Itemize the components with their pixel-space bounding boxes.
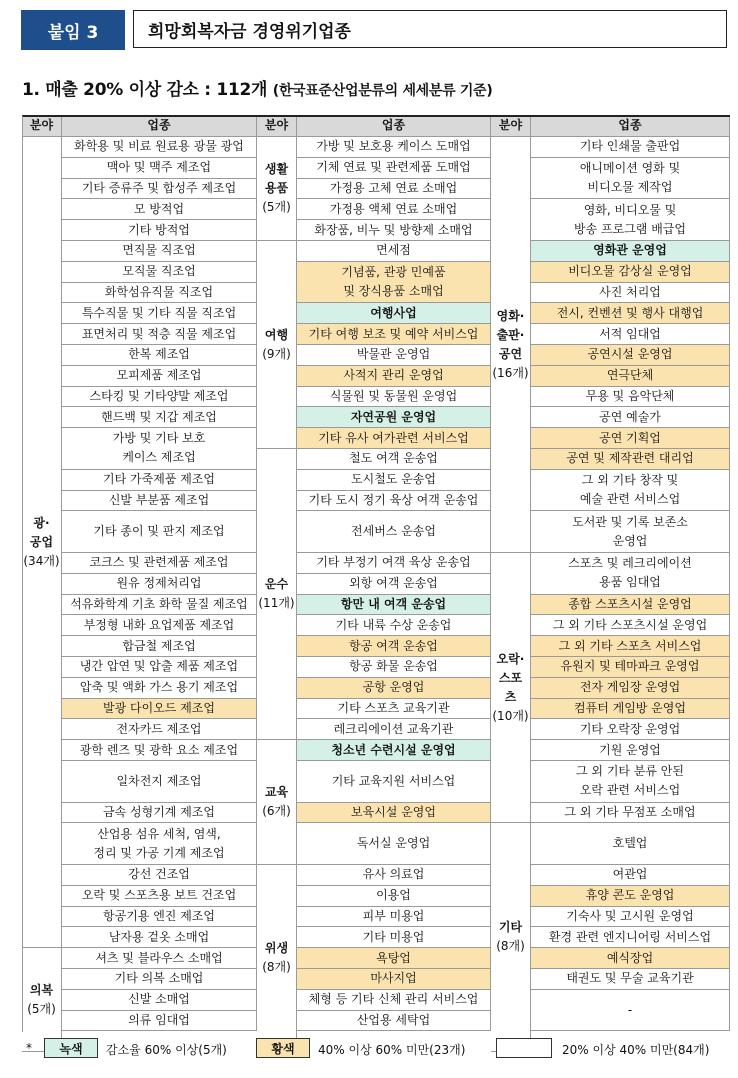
industry-cell: 기타 내륙 수상 운송업 <box>297 615 491 636</box>
industry-cell: 항공 화물 운송업 <box>297 657 491 678</box>
industry-cell: 압축 및 액화 가스 용기 제조업 <box>62 678 257 699</box>
industry-cell: 가방 및 기타 보호 케이스 제조업 <box>62 428 257 470</box>
category-cell: 광· 공업 (34개) <box>22 137 62 948</box>
industry-cell: 전시, 컨벤션 및 행사 대행업 <box>531 303 730 324</box>
category-cell: 영화· 출판· 공연 (16개) <box>491 137 531 553</box>
industry-cell: 기타 방적업 <box>62 220 257 241</box>
industry-cell: 비디오물 감상실 운영업 <box>531 262 730 283</box>
industry-cell: 그 외 기타 스포츠 서비스업 <box>531 636 730 657</box>
category-cell: 교육 (6개) <box>257 740 297 865</box>
industry-cell: 모피제품 제조업 <box>62 366 257 387</box>
category-cell: 오락· 스포 츠 (10개) <box>491 553 531 823</box>
industry-cell: 기념품, 관광 민예품 및 장식용품 소매업 <box>297 262 491 304</box>
industry-cell: 영화관 운영업 <box>531 241 730 262</box>
industry-cell: 서적 임대업 <box>531 324 730 345</box>
industry-cell: 스타킹 및 기타양말 제조업 <box>62 387 257 408</box>
industry-cell: 부정형 내화 요업제품 제조업 <box>62 615 257 636</box>
industry-cell: 기타 스포츠 교육기관 <box>297 699 491 720</box>
industry-cell: 독서실 운영업 <box>297 823 491 865</box>
industry-cell: 가정용 고체 연료 소매업 <box>297 179 491 200</box>
industry-cell: 강선 건조업 <box>62 865 257 886</box>
industry-cell: 사진 처리업 <box>531 283 730 304</box>
industry-cell: 산업용 섬유 세척, 염색, 정리 및 가공 기계 제조업 <box>62 823 257 865</box>
category-cell: 운수 (11개) <box>257 449 297 740</box>
industry-cell: 맥아 및 맥주 제조업 <box>62 158 257 179</box>
industry-cell: 전자 게임장 운영업 <box>531 678 730 699</box>
industry-cell: 화학섬유직물 직조업 <box>62 283 257 304</box>
industry-cell: 스포츠 및 레크리에이션 용품 임대업 <box>531 553 730 595</box>
industry-cell: 욕탕업 <box>297 948 491 969</box>
legend-white-text: 20% 이상 40% 미만(84개) <box>562 1043 710 1057</box>
industry-cell: 금속 성형기계 제조업 <box>62 803 257 824</box>
industry-cell: 셔츠 및 블라우스 소매업 <box>62 948 257 969</box>
industry-cell: 화장품, 비누 및 방향제 소매업 <box>297 220 491 241</box>
legend-green-swatch: 녹색 <box>44 1038 98 1058</box>
industry-cell: 기숙사 및 고시원 운영업 <box>531 907 730 928</box>
industry-cell: 모 방적업 <box>62 199 257 220</box>
industry-cell: 면직물 직조업 <box>62 241 257 262</box>
industry-cell: 핸드백 및 지갑 제조업 <box>62 407 257 428</box>
header-industry: 업종 <box>62 115 257 137</box>
industry-cell: 광학 렌즈 및 광학 요소 제조업 <box>62 740 257 761</box>
industry-cell: 석유화학계 기초 화학 물질 제조업 <box>62 595 257 616</box>
industry-cell: 연극단체 <box>531 366 730 387</box>
industry-cell: 모직물 직조업 <box>62 262 257 283</box>
section-heading: 1. 매출 20% 이상 감소 : 112개 <box>22 80 268 100</box>
industry-cell: 마사지업 <box>297 969 491 990</box>
header-industry: 업종 <box>531 115 730 137</box>
industry-cell: 여관업 <box>531 865 730 886</box>
industry-cell: 그 외 기타 창작 및 예술 관련 서비스업 <box>531 470 730 512</box>
industry-cell: 발광 다이오드 제조업 <box>62 699 257 720</box>
industry-cell: 공항 운영업 <box>297 678 491 699</box>
industry-cell: 냉간 압연 및 압출 제품 제조업 <box>62 657 257 678</box>
industry-cell: 기타 부정기 여객 육상 운송업 <box>297 553 491 574</box>
section-title <box>22 75 492 100</box>
industry-cell: 전자카드 제조업 <box>62 719 257 740</box>
industry-cell: 공연 예술가 <box>531 407 730 428</box>
category-cell: 생활 용품 (5개) <box>257 137 297 241</box>
industry-cell: 오락 및 스포츠용 보트 건조업 <box>62 886 257 907</box>
industry-cell: 기체 연료 및 관련제품 도매업 <box>297 158 491 179</box>
industry-cell: 청소년 수련시설 운영업 <box>297 740 491 761</box>
industry-cell: 공연시설 운영업 <box>531 345 730 366</box>
industry-cell: 기타 인쇄물 출판업 <box>531 137 730 158</box>
legend-yellow-text: 40% 이상 60% 미만(23개) <box>318 1043 466 1057</box>
industry-cell: 일차전지 제조업 <box>62 761 257 803</box>
industry-cell: 남자용 겉옷 소매업 <box>62 927 257 948</box>
industry-cell: 태권도 및 무술 교육기관 <box>531 969 730 990</box>
industry-cell: 한복 제조업 <box>62 345 257 366</box>
industry-cell: 무용 및 음악단체 <box>531 387 730 408</box>
industry-cell: 그 외 기타 무점포 소매업 <box>531 803 730 824</box>
industry-cell: 예식장업 <box>531 948 730 969</box>
industry-cell: 공연 기획업 <box>531 428 730 449</box>
industry-cell: 특수직물 및 기타 직물 직조업 <box>62 303 257 324</box>
industry-cell: 그 외 기타 분류 안된 오락 관련 서비스업 <box>531 761 730 803</box>
industry-cell: 가정용 액체 연료 소매업 <box>297 199 491 220</box>
industry-cell: 화학용 및 비료 원료용 광물 광업 <box>62 137 257 158</box>
industry-cell: 이용업 <box>297 886 491 907</box>
category-cell: 의복 (5개) <box>22 948 62 1052</box>
industry-cell: 원유 정제처리업 <box>62 574 257 595</box>
industry-cell: 의류 임대업 <box>62 1011 257 1032</box>
legend-white-swatch <box>496 1038 552 1058</box>
industry-cell: 박물관 운영업 <box>297 345 491 366</box>
industry-cell: 기타 미용업 <box>297 927 491 948</box>
industry-cell: 여행사업 <box>297 303 491 324</box>
page-header <box>21 10 727 50</box>
industry-cell: 합금철 제조업 <box>62 636 257 657</box>
industry-cell: 표면처리 및 적층 직물 제조업 <box>62 324 257 345</box>
legend-star: * <box>26 1041 32 1055</box>
industry-cell: 그 외 기타 스포츠시설 운영업 <box>531 615 730 636</box>
industry-cell: 기원 운영업 <box>531 740 730 761</box>
industry-cell: 항공기용 엔진 제조업 <box>62 907 257 928</box>
industry-cell: 사적지 관리 운영업 <box>297 366 491 387</box>
attachment-badge: 붙임 3 <box>21 10 125 50</box>
industry-cell: 도서관 및 기록 보존소 운영업 <box>531 511 730 553</box>
industry-cell: 기타 도시 정기 육상 여객 운송업 <box>297 491 491 512</box>
industry-cell: 기타 의복 소매업 <box>62 969 257 990</box>
industry-cell: 자연공원 운영업 <box>297 407 491 428</box>
industry-cell: 신발 부분품 제조업 <box>62 491 257 512</box>
section-note: (한국표준산업분류의 세세분류 기준) <box>272 83 493 99</box>
industry-cell: 기타 가죽제품 제조업 <box>62 470 257 491</box>
industry-cell: 컴퓨터 게임방 운영업 <box>531 699 730 720</box>
header-category: 분야 <box>257 115 297 137</box>
industry-cell: 체형 등 기타 신체 관리 서비스업 <box>297 990 491 1011</box>
industry-cell: 보육시설 운영업 <box>297 803 491 824</box>
industry-cell: 레크리에이션 교육기관 <box>297 719 491 740</box>
industry-cell: 기타 유사 여가관련 서비스업 <box>297 428 491 449</box>
industry-cell: 호텔업 <box>531 823 730 865</box>
industry-cell: 피부 미용업 <box>297 907 491 928</box>
industry-cell: 기타 여행 보조 및 예약 서비스업 <box>297 324 491 345</box>
industry-cell: 유사 의료업 <box>297 865 491 886</box>
industry-cell: 식물원 및 동물원 운영업 <box>297 387 491 408</box>
industry-cell: 산업용 세탁업 <box>297 1011 491 1032</box>
industry-table <box>22 115 730 1032</box>
legend-green-text: 감소율 60% 이상(5개) <box>106 1043 227 1057</box>
category-cell: 위생 (8개) <box>257 865 297 1052</box>
industry-cell: 유원지 및 테마파크 운영업 <box>531 657 730 678</box>
category-cell: 여행 (9개) <box>257 241 297 449</box>
industry-cell: - <box>531 990 730 1032</box>
page-title: 희망회복자금 경영위기업종 <box>133 10 727 48</box>
header-industry: 업종 <box>297 115 491 137</box>
legend <box>22 1037 730 1061</box>
industry-cell: 외항 여객 운송업 <box>297 574 491 595</box>
industry-cell: 면세점 <box>297 241 491 262</box>
industry-cell: 기타 오락장 운영업 <box>531 719 730 740</box>
industry-cell: 공연 및 제작관련 대리업 <box>531 449 730 470</box>
legend-yellow-swatch: 황색 <box>256 1038 310 1058</box>
industry-cell: 신발 소매업 <box>62 990 257 1011</box>
industry-cell: 도시철도 운송업 <box>297 470 491 491</box>
header-category: 분야 <box>22 115 62 137</box>
industry-cell: 코크스 및 관련제품 제조업 <box>62 553 257 574</box>
industry-cell: 환경 관련 엔지니어링 서비스업 <box>531 927 730 948</box>
industry-cell: 기타 증류주 및 합성주 제조업 <box>62 179 257 200</box>
industry-cell: 가방 및 보호용 케이스 도매업 <box>297 137 491 158</box>
industry-cell: 기타 교육지원 서비스업 <box>297 761 491 803</box>
header-category: 분야 <box>491 115 531 137</box>
industry-cell: 항공 여객 운송업 <box>297 636 491 657</box>
industry-cell: 기타 종이 및 판지 제조업 <box>62 511 257 553</box>
industry-cell: 영화, 비디오물 및 방송 프로그램 배급업 <box>531 199 730 241</box>
industry-cell: 애니메이션 영화 및 비디오물 제작업 <box>531 158 730 200</box>
industry-cell: 전세버스 운송업 <box>297 511 491 553</box>
category-cell: 기타 (8개) <box>491 823 531 1052</box>
industry-cell: 종합 스포츠시설 운영업 <box>531 595 730 616</box>
industry-cell: 휴양 콘도 운영업 <box>531 886 730 907</box>
industry-cell: 항만 내 여객 운송업 <box>297 595 491 616</box>
industry-cell: 철도 여객 운송업 <box>297 449 491 470</box>
